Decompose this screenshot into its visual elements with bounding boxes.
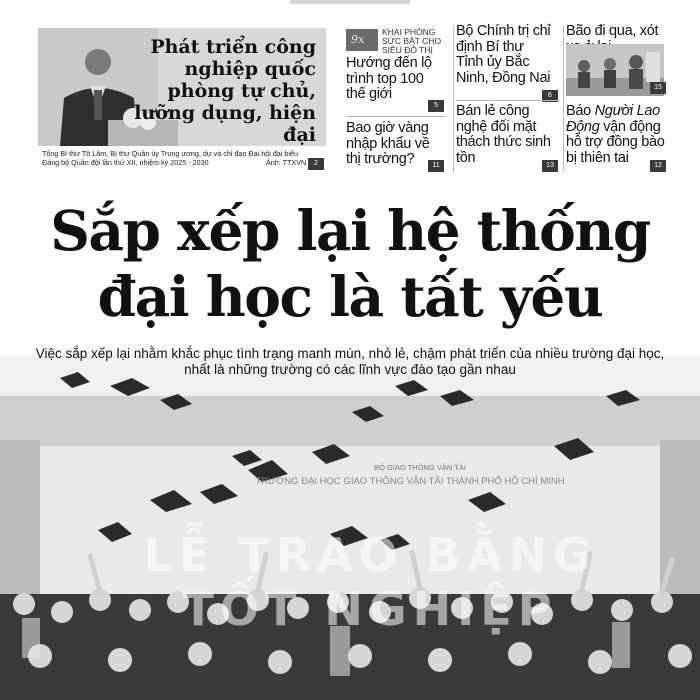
sapo-line-1: Việc sắp xếp lại nhằm khắc phục tình trạng manh mún, nhỏ lẻ, chậm phát triển của nhiều trường đại học,	[35, 346, 665, 361]
teaser-title[interactable]	[566, 104, 666, 166]
page-number-badge: 11	[428, 160, 444, 172]
series-kicker: KHAI PHÓNG SỨC BẬT CHO SIÊU ĐÔ THỊ	[382, 27, 442, 55]
lead-photo-credit: Ảnh: TTXVN	[266, 158, 307, 167]
divider	[346, 116, 446, 117]
divider	[456, 100, 560, 101]
index-column-1	[346, 24, 452, 174]
teaser-title[interactable]: Bão đi qua, xót	[566, 23, 659, 39]
teaser-title-newspaper: Người Lao Động	[566, 103, 660, 135]
main-headline[interactable]	[0, 198, 700, 330]
teaser-title[interactable]: Bao giờ vàng nhập khẩu về thị trường?	[346, 120, 430, 167]
banner-ministry: BỘ GIAO THÔNG VẬN TẢI	[374, 463, 466, 472]
page-number-badge: 15	[650, 82, 666, 94]
teaser-title[interactable]: Bán lẻ công nghệ đối mặt thách thức sinh tồn	[456, 103, 551, 166]
page-number-badge: 5	[428, 100, 444, 112]
teaser-item[interactable]	[346, 56, 442, 103]
banner-ceremony: LỄ TRAO BẰNG TỐT NGHIỆP	[143, 528, 597, 636]
page-number-badge: 2	[308, 158, 324, 170]
column-divider	[563, 26, 564, 172]
series-logo-text: 9x	[351, 33, 365, 46]
column-divider	[453, 26, 454, 172]
teaser-item[interactable]	[456, 24, 552, 86]
banner-university: TRƯỜNG ĐẠI HỌC GIAO THÔNG VẬN TẢI THÀNH PHỐ HỒ CHÍ MINH	[255, 476, 565, 487]
masthead-bar	[290, 0, 410, 4]
page-number-badge: 12	[650, 160, 666, 172]
teaser-item[interactable]	[456, 104, 552, 166]
main-headline-line-1: Sắp xếp lại hệ thống	[50, 198, 650, 263]
teaser-title-pre: Báo	[566, 103, 595, 119]
teaser-title-post: vận động hỗ trợ đồng bào bị thiên tai	[566, 118, 665, 166]
main-sapo	[30, 346, 670, 378]
sapo-line-2: nhất là những trường có các lĩnh vực đào tạo gần nhau	[184, 362, 516, 377]
index-column-3	[566, 24, 666, 174]
teaser-item[interactable]	[346, 121, 434, 168]
lead-photo	[38, 28, 326, 146]
teaser-title[interactable]: Bộ Chính trị chỉ định Bí thư Tỉnh ủy Bắc Ninh, Đồng Nai	[456, 23, 551, 86]
main-headline-line-2: đại học là tất yếu	[97, 264, 603, 329]
teaser-item[interactable]	[566, 104, 666, 166]
lead-story[interactable]	[38, 28, 326, 170]
lead-headline[interactable]: Phát triển công nghiệp quốc phòng tự chủ, lưỡng dụng, hiện đại	[134, 36, 316, 146]
page-number-badge: 6	[542, 90, 558, 102]
masthead-strip	[0, 0, 700, 6]
teaser-title[interactable]: Hướng đến lộ trình top 100 thế giới	[346, 55, 432, 102]
series-logo-icon	[346, 29, 378, 51]
index-column-2	[456, 24, 562, 174]
page-number-badge: 13	[542, 160, 558, 172]
lead-photo-caption: Tổng Bí thư Tô Lâm, Bí thư Quân ủy Trung ương, dự và chỉ đạo Đại hội đại biểu Đảng bộ Quân đội lần thứ XII, nhiệm kỳ 2025 - 2030	[42, 149, 298, 167]
